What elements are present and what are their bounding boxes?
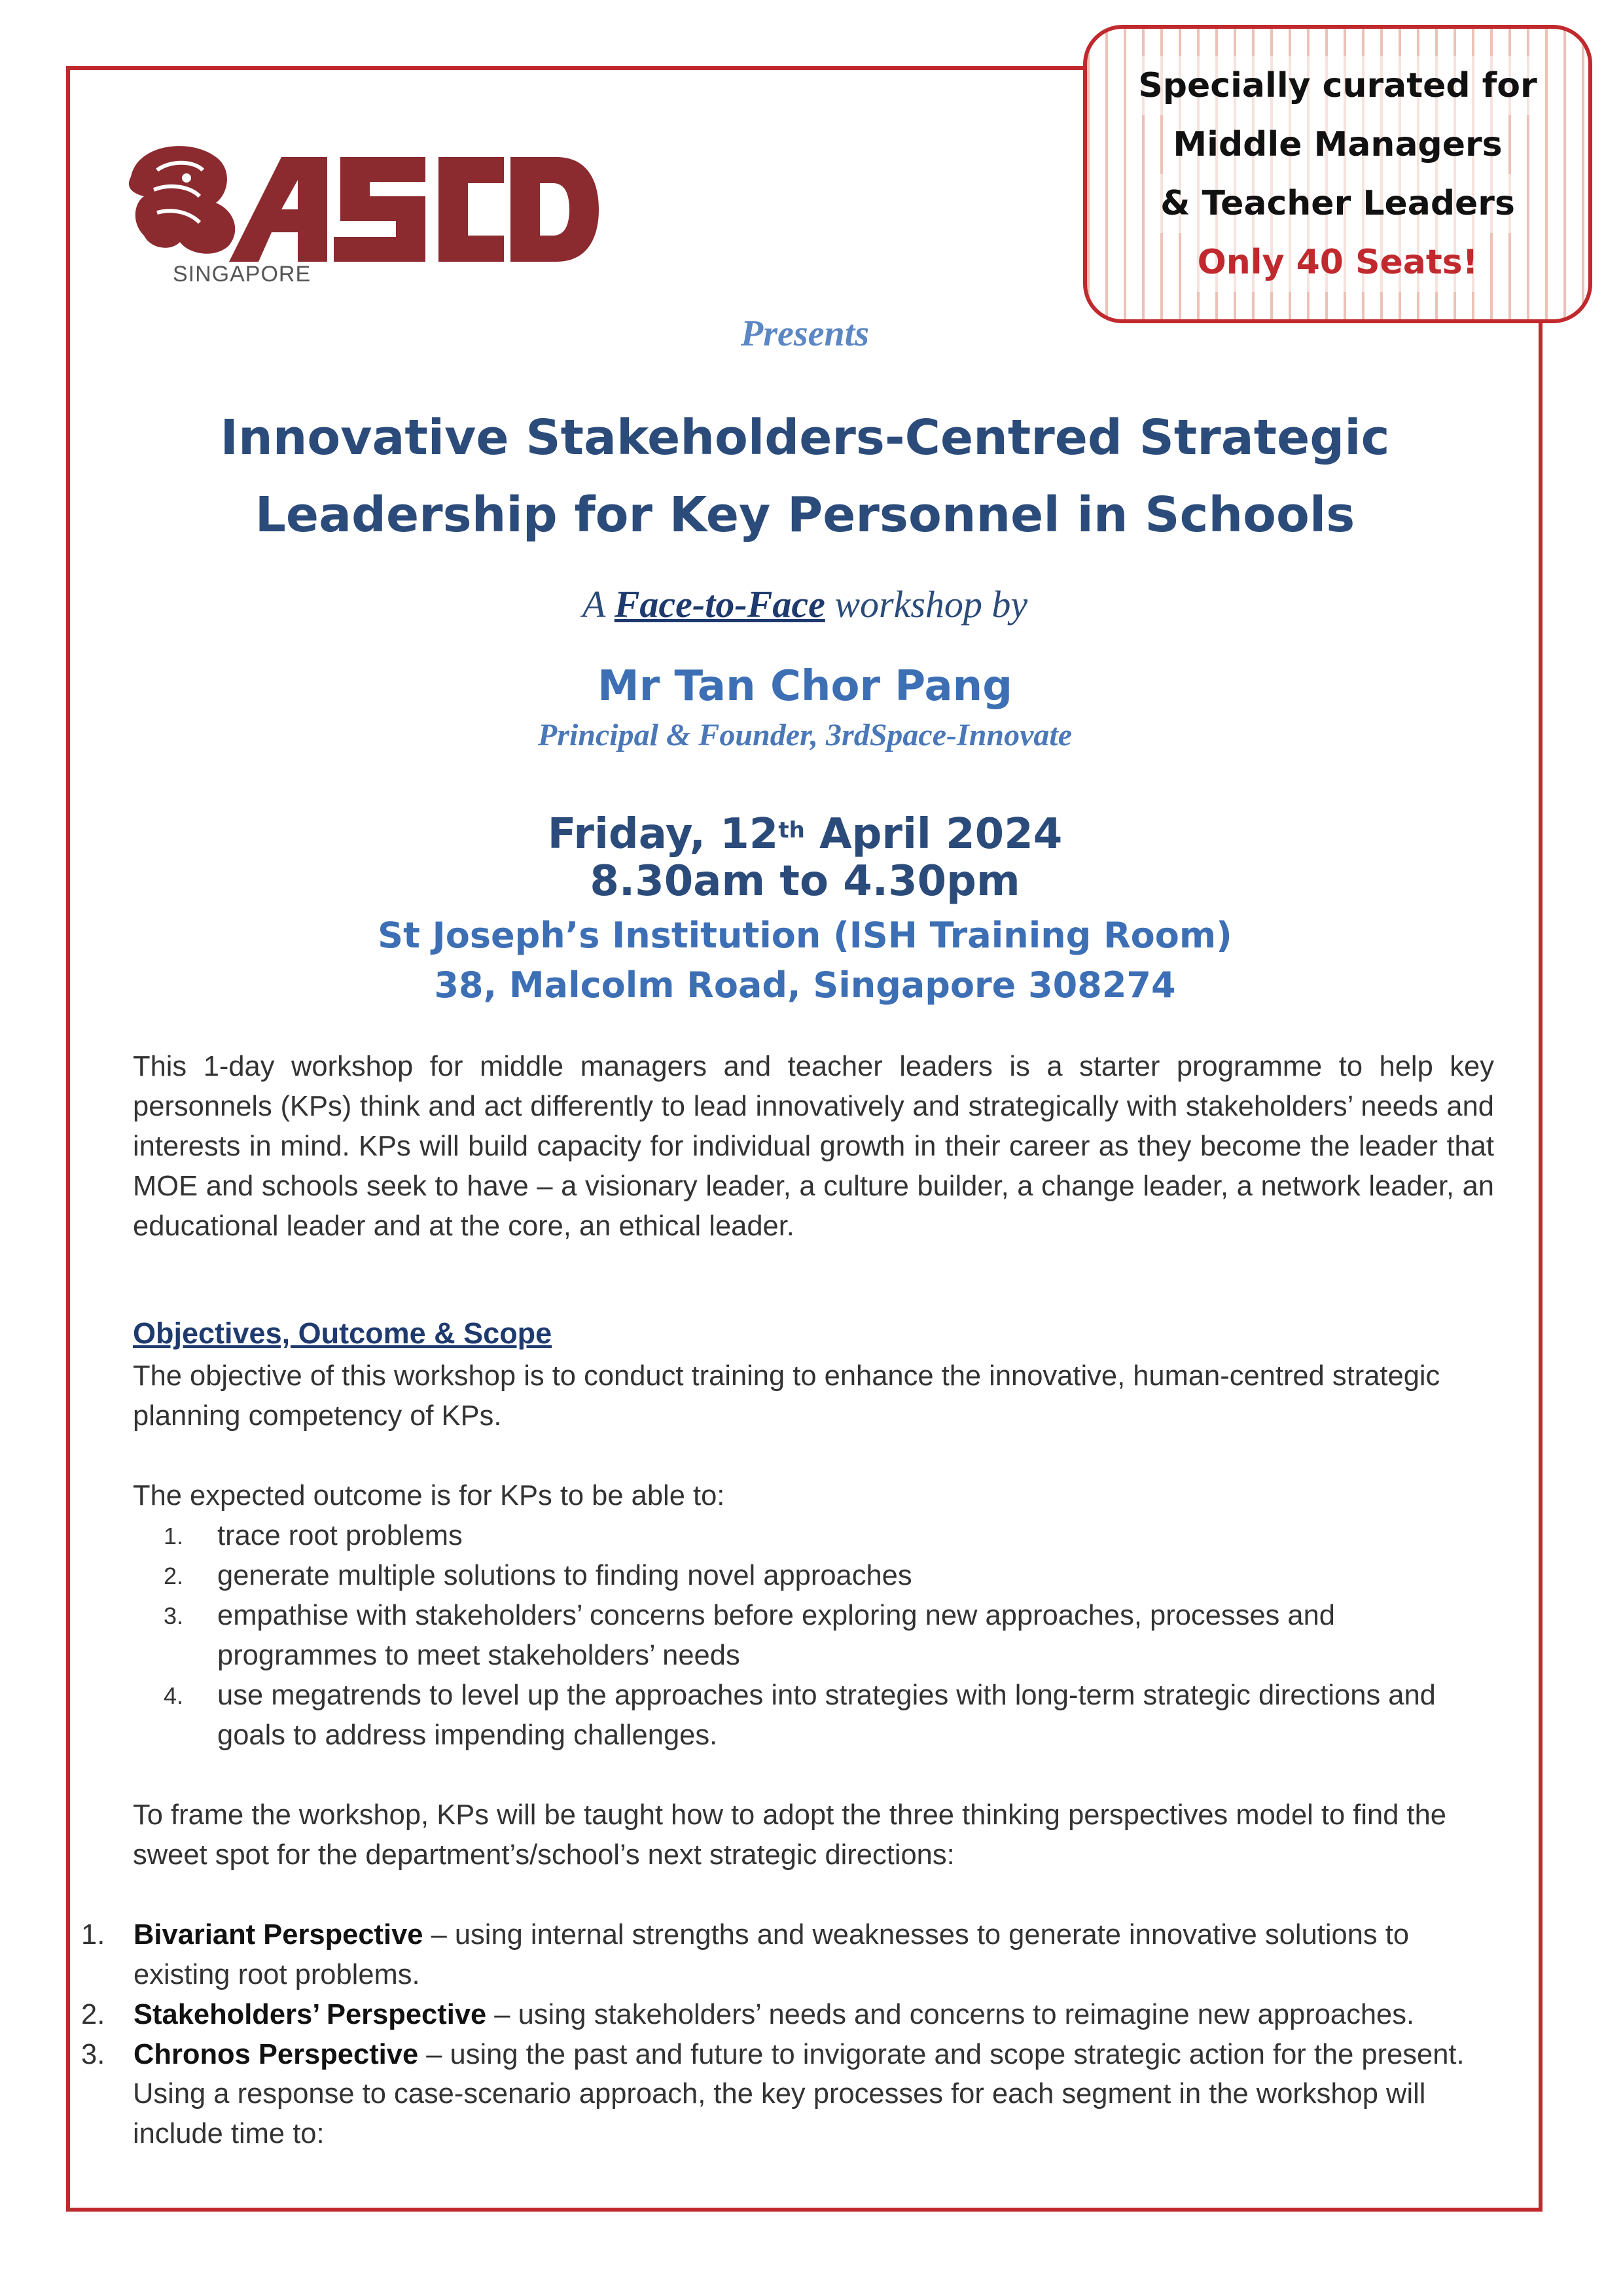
venue-address: 38, Malcolm Road, Singapore 308274 (434, 964, 1176, 1006)
title-line-2: Leadership for Key Personnel in Schools (255, 487, 1355, 543)
presents-label: Presents (741, 313, 869, 354)
objectives-heading: Objectives, Outcome & Scope (133, 1316, 552, 1350)
callout-line-2: Middle Managers (1168, 115, 1507, 174)
list-text: generate multiple solutions to finding novel approaches (217, 1560, 912, 1591)
list-text: empathise with stakeholders’ concerns before exploring new approaches, processes and programmes to meet stakeholders’ needs (217, 1600, 1335, 1671)
closing-paragraph: Using a response to case-scenario approach, the key processes for each segment in the workshop will include time to: (133, 2078, 1426, 2149)
event-venue (131, 911, 1479, 1010)
perspective-text: – using the past and future to invigorate and scope strategic action for the present. (418, 2039, 1465, 2070)
byline-suffix: workshop by (825, 583, 1028, 626)
list-number: 3. (164, 1602, 184, 1629)
list-number: 3. (81, 2039, 105, 2070)
logo-subtext: SINGAPORE (173, 262, 312, 287)
list-number: 2. (81, 1999, 105, 2030)
perspective-name: Chronos Perspective (134, 2039, 419, 2070)
venue-name: St Joseph’s Institution (ISH Training Room) (378, 915, 1232, 956)
perspective-name: Stakeholders’ Perspective (134, 1999, 487, 2030)
date-suffix: th (778, 817, 805, 843)
list-item (157, 1516, 1492, 1556)
title-line-1: Innovative Stakeholders-Centred Strategic (220, 410, 1390, 466)
seats-callout (1083, 25, 1592, 323)
perspectives-list (81, 1915, 1495, 2075)
framing-paragraph: To frame the workshop, KPs will be taught how to adopt the three thinking perspectives model to find the sweet spot for the department’s/school’s next strategic directions: (133, 1799, 1446, 1871)
list-number: 4. (164, 1682, 184, 1709)
callout-line-1: Specially curated for (1133, 56, 1542, 115)
list-item (81, 1915, 1495, 1995)
perspective-name: Bivariant Perspective (134, 1919, 423, 1951)
byline-prefix: A (582, 583, 615, 626)
list-item (157, 1676, 1492, 1756)
byline-emphasis: Face-to-Face (614, 583, 825, 626)
speaker-role: Principal & Founder, 3rdSpace-Innovate (537, 718, 1073, 752)
list-number: 1. (164, 1523, 184, 1549)
list-item (81, 2035, 1495, 2075)
list-text: use megatrends to level up the approaches into strategies with long-term strategic directions and goals to address impending challenges. (217, 1680, 1436, 1751)
speaker-name: Mr Tan Chor Pang (597, 662, 1013, 711)
intro-paragraph: This 1-day workshop for middle managers and teacher leaders is a starter programme to help key personnels (KPs) think and act differently to lead innovatively and strategically with stakeholders’ needs and interests in mind. KPs will build capacity for individual growth in their career as they become the leader that MOE and schools seek to have – a visionary leader, a culture builder, a change leader, a network leader, an educational leader and at the core, an ethical leader. (133, 1051, 1494, 1242)
workshop-byline (131, 582, 1479, 626)
list-number: 1. (81, 1919, 105, 1951)
list-item (157, 1556, 1492, 1596)
event-time: 8.30am to 4.30pm (590, 857, 1020, 906)
perspective-text: – using stakeholders’ needs and concerns to reimagine new approaches. (486, 1999, 1415, 2030)
page-title (131, 399, 1479, 554)
callout-seats: Only 40 Seats! (1192, 233, 1484, 292)
list-item (81, 1995, 1495, 2035)
date-month-year: April 2024 (804, 810, 1063, 858)
list-text: trace root problems (217, 1520, 463, 1551)
date-day: Friday, 12 (547, 810, 779, 858)
objective-paragraph: The objective of this workshop is to conduct training to enhance the innovative, human-centred strategic planning competency of KPs. (133, 1360, 1440, 1432)
outcome-intro: The expected outcome is for KPs to be able to: (133, 1480, 725, 1511)
callout-line-3: & Teacher Leaders (1155, 174, 1520, 233)
event-date (131, 808, 1479, 860)
list-item (157, 1596, 1492, 1676)
list-number: 2. (164, 1563, 184, 1589)
ascd-logo (118, 131, 602, 288)
perspective-text: – using internal strengths and weaknesses to generate innovative solutions to existing root problems. (134, 1919, 1410, 1990)
outcomes-list (157, 1516, 1492, 1756)
